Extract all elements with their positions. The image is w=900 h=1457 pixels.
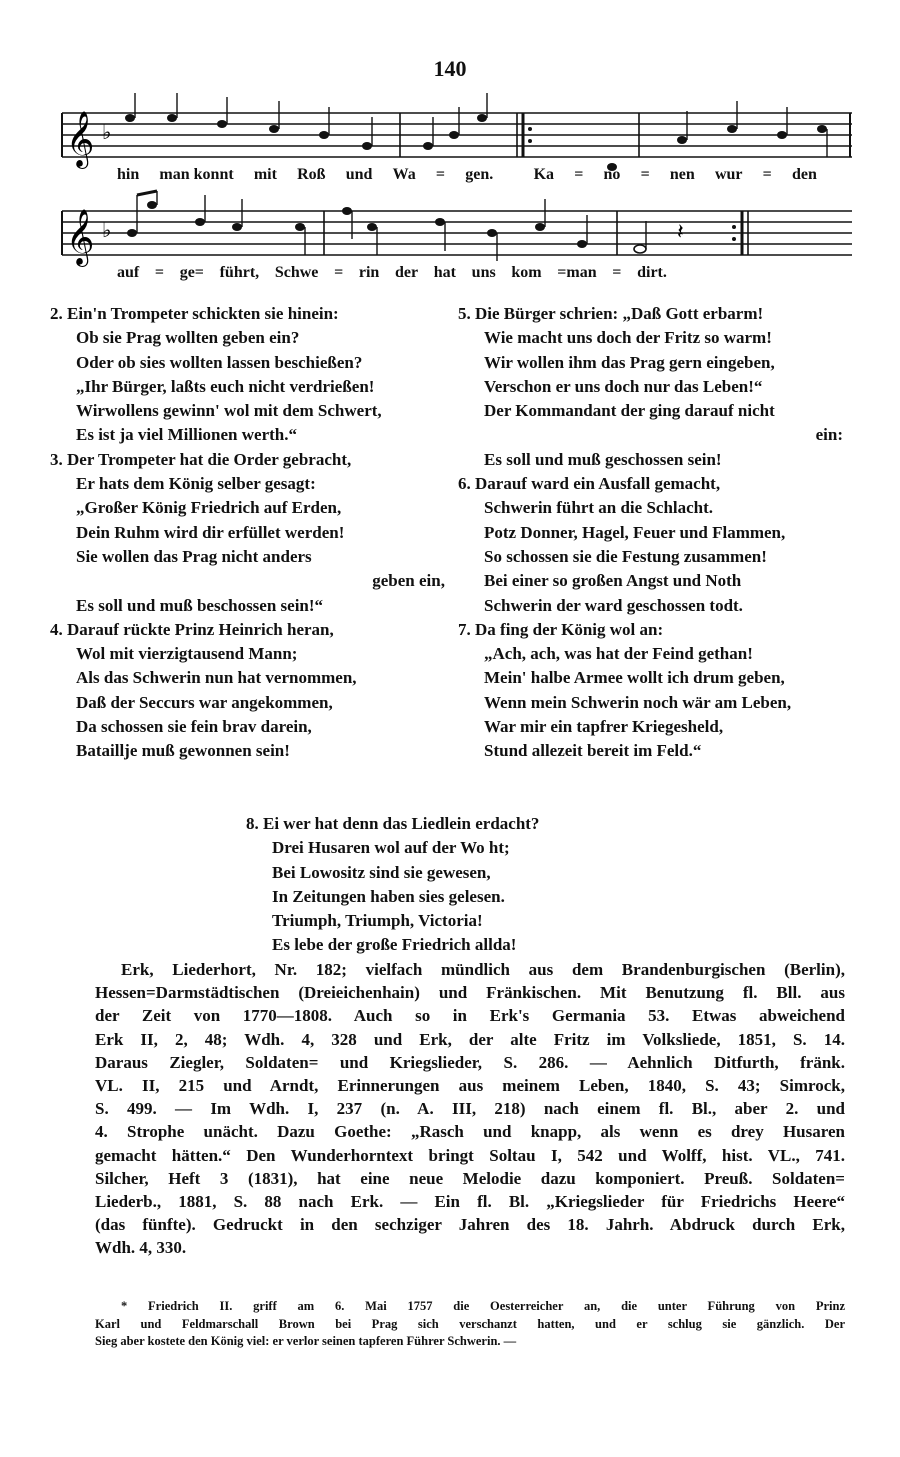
text-line: Potz Donner, Hagel, Feuer und Flammen, [484,522,786,542]
flat-sign-icon: ♭ [102,220,112,242]
lyric-syllable: kom [511,264,542,281]
text-line: Stund allezeit bereit im Feld.“ [484,741,702,761]
verses-left-column [50,302,445,764]
text-line: Wirwollens gewinn' wol mit dem Schwert, [76,401,382,421]
text-line: In Zeitungen haben sies gelesen. [272,886,505,906]
text-line: Wol mit vierzigtausend Mann; [76,644,298,664]
text-line: Wdh. 4, 330. [95,1238,187,1258]
text-line: Triumph, Triumph, Victoria! [272,911,483,931]
text-line: Silcher, Heft 3 (1831), hat eine neue Melodie dazu komponiert. Preuß. Soldaten= [95,1168,845,1188]
text-line: Bei Lowositz sind sie gewesen, [272,862,491,882]
text-line: Er hats dem König selber gesagt: [76,474,316,494]
text-line: Wir wollen ihm das Prag gern eingeben, [484,352,775,372]
text-line: Schwerin der ward geschossen todt. [484,595,743,615]
verses-right-column [458,302,843,764]
lyric-syllable: man konnt [159,166,234,183]
text-line: Als das Schwerin nun hat vernommen, [76,668,357,688]
text-line: (das fünfte). Gedruckt in den sechziger Jahren des 18. Jahrh. Abdruck durch Erk, [95,1215,845,1235]
text-line: Es ist ja viel Millionen werth.“ [76,425,297,445]
page-number: 140 [433,56,467,81]
lyric-syllable: = [435,166,446,183]
text-line: 4. Darauf rückte Prinz Heinrich heran, [50,619,334,639]
lyric-syllable: uns [471,264,496,281]
text-line: 5. Die Bürger schrien: „Daß Gott erbarm! [458,304,764,323]
text-line: ein: [815,425,843,445]
source-note [95,958,845,1260]
text-line: Wenn mein Schwerin noch wär am Leben, [484,692,792,712]
text-line: Erk, Liederhort, Nr. 182; vielfach mündlich aus dem Brandenburgischen (Berlin), [121,960,845,979]
text-line: Dein Ruhm wird dir erfüllet werden! [76,522,345,542]
flat-sign-icon: ♭ [102,122,112,144]
lyric-syllable: und [345,166,373,183]
lyric-syllable: = [612,264,622,281]
text-line: 3. Der Trompeter hat die Order gebracht, [50,449,352,469]
lyric-syllable: den [791,166,817,183]
text-line: Bataillje muß gewonnen sein! [76,741,290,761]
lyric-syllable: ge= [179,264,204,281]
text-line: Verschon er uns doch nur das Leben!“ [484,376,763,396]
text-line: 4. Strophe unächt. Dazu Goethe: „Rasch und knapp, als wenn es drey Husaren [95,1122,845,1142]
treble-clef-icon: 𝄞 [66,113,95,166]
lyric-syllable: nen [669,166,695,183]
text-line: 2. Ein'n Trompeter schickten sie hinein: [50,304,339,323]
lyric-syllable: = [334,264,344,281]
lyric-syllable: führt, [219,264,260,281]
lyric-syllable: = [574,166,584,183]
lyrics-line-2 [117,264,667,282]
lyric-syllable: dirt. [637,264,667,281]
text-line: Hessen=Darmstädtischen (Dreieichenhain) und Fränkischen. Mit Benutzung fl. Bll. aus [95,983,845,1003]
text-line: Es soll und muß beschossen sein!“ [76,595,324,615]
text-line: * Friedrich II. griff am 6. Mai 1757 die Oesterreicher an, die unter Führung von Prinz [121,1299,845,1313]
text-line: der Zeit von 1770—1808. Auch so in Erk's Germania 53. Etwas abweichend [95,1006,845,1026]
text-line: Es lebe der große Friedrich allda! [272,935,517,955]
lyric-syllable: Ka [533,166,555,183]
text-line: Daß der Seccurs war angekommen, [76,692,333,712]
quarter-rest-icon: 𝄽 [677,219,684,244]
text-line: Mein' halbe Armee wollt ich drum geben, [484,668,785,688]
verse-8 [246,812,666,958]
music-staff-1 [62,105,852,165]
lyric-syllable: = [154,264,165,281]
lyric-syllable: =man [557,264,597,281]
lyric-syllable: Schwe [274,264,319,281]
text-line: 7. Da fing der König wol an: [458,619,664,639]
text-line: „Ach, ach, was hat der Feind gethan! [484,644,753,664]
lyric-syllable: auf [117,264,140,281]
lyric-syllable: rin [358,264,380,281]
lyric-syllable: = [640,166,650,183]
text-line: S. 499. — Im Wdh. I, 237 (n. A. III, 218) nach einem fl. Bl., aber 2. und [95,1099,845,1119]
lyric-syllable: der [394,264,419,281]
text-line: geben ein, [372,571,445,591]
lyric-syllable: wur [714,166,743,183]
lyric-syllable: no [603,166,621,183]
text-line: „Ihr Bürger, laßts euch nicht verdrießen! [76,376,375,396]
text-line: Erk II, 2, 48; Wdh. 4, 328 und Erk, der alte Fritz im Volksliede, 1851, S. 14. [95,1029,845,1049]
lyric-syllable: gen. [465,166,494,183]
text-line: Sieg aber kostete den König viel: er verlor seinen tapferen Führer Schwerin. — [95,1334,517,1348]
text-line: Karl und Feldmarschall Brown bei Prag sich verschanzt hatten, und er schlug sie gänzlich. Der [95,1316,845,1331]
lyric-syllable: hat [433,264,456,281]
text-line: gemacht hätten.“ Den Wunderhorntext bringt Soltau I, 542 und Wolff, hist. VL., 741. [95,1145,845,1165]
text-line: Der Kommandant der ging darauf nicht [484,401,775,421]
text-line: Ob sie Prag wollten geben ein? [76,328,300,348]
lyric-syllable: mit [253,166,277,183]
text-line: Sie wollen das Prag nicht anders [76,546,312,566]
text-line: Liederb., 1881, S. 88 nach Erk. — Ein fl. Bl. „Kriegslieder für Friedrichs Heere“ [95,1192,845,1212]
text-line: So schossen sie die Festung zusammen! [484,546,767,566]
footnote [95,1298,845,1351]
text-line: Schwerin führt an die Schlacht. [484,498,714,518]
text-line: 8. Ei wer hat denn das Liedlein erdacht? [246,814,540,833]
text-line: Da schossen sie fein brav darein, [76,717,312,737]
text-line: Es soll und muß geschossen sein! [484,449,722,469]
text-line: War mir ein tapfrer Kriegesheld, [484,717,724,737]
text-line: VL. II, 215 und Arndt, Erinnerungen aus meinem Leben, 1840, S. 43; Simrock, [95,1076,845,1096]
lyric-syllable: = [762,166,772,183]
lyric-syllable: Roß [297,166,326,183]
text-line: 6. Darauf ward ein Ausfall gemacht, [458,474,721,494]
text-line: Oder ob sies wollten lassen beschießen? [76,352,363,372]
treble-clef-icon: 𝄞 [66,211,95,264]
text-line: „Großer König Friedrich auf Erden, [76,498,342,518]
lyrics-line-1 [117,166,817,184]
text-line: Daraus Ziegler, Soldaten= und Kriegslieder, S. 286. — Aehnlich Ditfurth, fränk. [95,1052,845,1072]
text-line: Wie macht uns doch der Fritz so warm! [484,328,772,348]
lyric-syllable: hin [117,166,140,183]
lyric-syllable: Wa [392,166,416,183]
text-line: Drei Husaren wol auf der Wo ht; [272,838,510,858]
text-line: Bei einer so großen Angst und Noth [484,571,742,591]
music-staff-2 [62,203,852,263]
